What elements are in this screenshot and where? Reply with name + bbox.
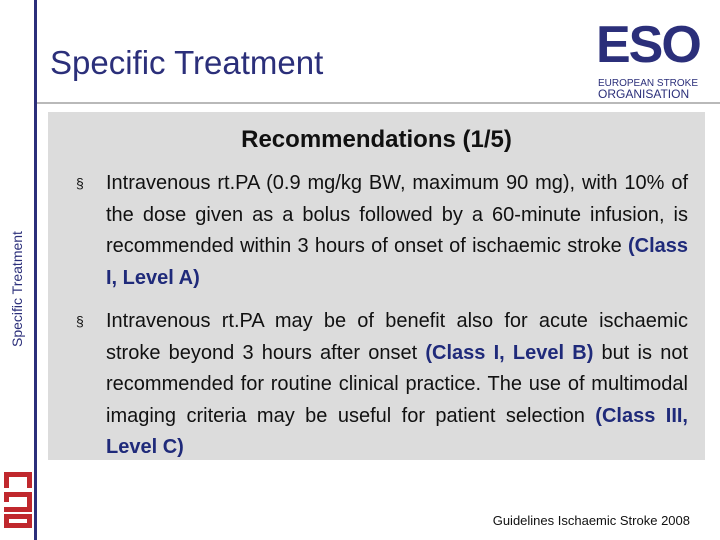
bullet-marker-icon: §	[76, 313, 84, 329]
list-item	[76, 306, 688, 464]
page-title: Specific Treatment	[50, 44, 324, 81]
eso-logo	[596, 14, 704, 102]
evidence-level: (Class I, Level A)	[106, 235, 688, 289]
footer-text: Guidelines Ischaemic Stroke 2008	[492, 513, 690, 528]
side-label: Specific Treatment	[9, 231, 25, 347]
section-heading: Recommendations (1/5)	[241, 126, 512, 153]
side-logo-icon	[2, 470, 34, 530]
bullet-text: Intravenous rt.PA (0.9 mg/kg BW, maximum 90 mg), with 10% of the dose given as a bolus followed by a 60-minute infusion, is recommended within 3 hours of onset of ischaemic stroke	[106, 172, 688, 257]
logo-abbr: ESO	[596, 16, 700, 74]
bullet-list	[76, 168, 688, 476]
logo-line1: EUROPEAN STROKE	[598, 78, 699, 89]
bullet-text: but is not recommended for routine clinical practice. The use of multimodal imaging criteria may be useful for patient selection	[106, 341, 689, 427]
list-item	[76, 168, 688, 294]
logo-line2: ORGANISATION	[598, 87, 690, 101]
content-panel	[48, 112, 705, 460]
bullet-text: Intravenous rt.PA may be of benefit also for acute ischaemic stroke beyond 3 hours after onset	[106, 310, 688, 364]
evidence-level: (Class III, Level C)	[106, 404, 688, 458]
bullet-marker-icon: §	[76, 175, 84, 191]
evidence-level: (Class I, Level B)	[425, 341, 594, 364]
